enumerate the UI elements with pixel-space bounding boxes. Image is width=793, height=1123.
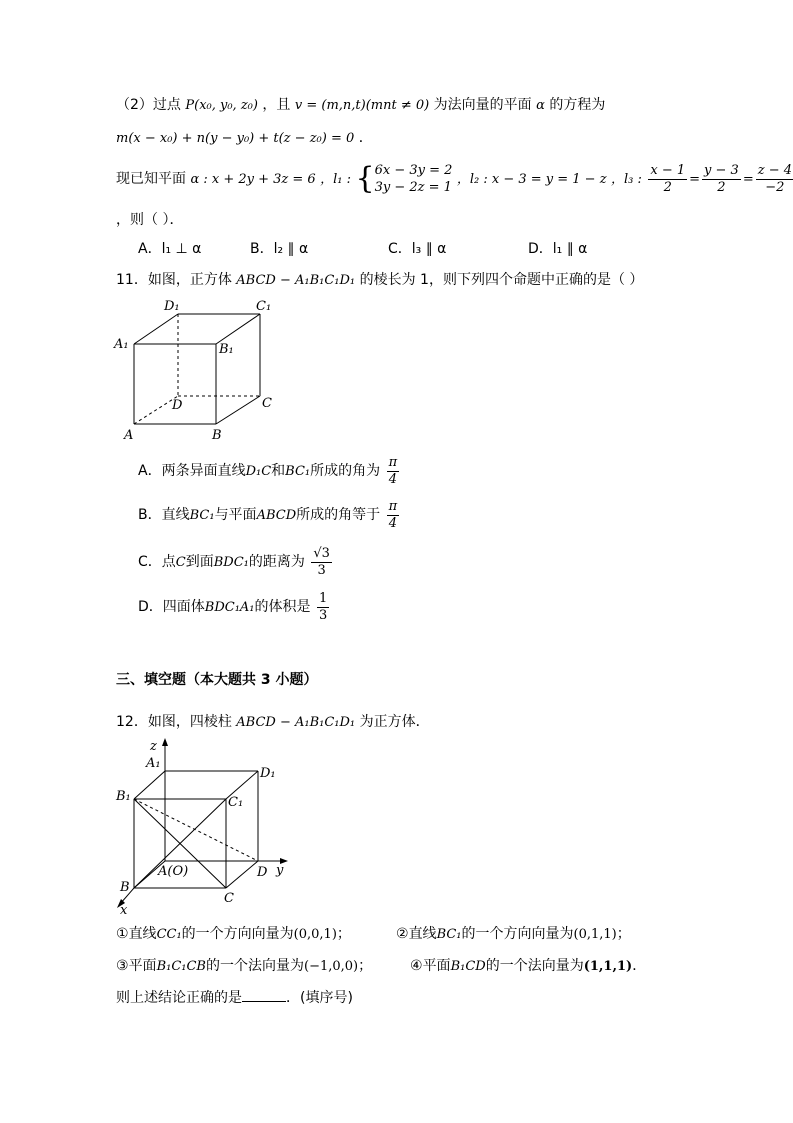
q10-given: 现已知平面 — [116, 171, 186, 187]
q11-a-pre: A．两条异面直线 — [138, 463, 246, 479]
q10-ask: ，则（ ）． — [116, 212, 184, 228]
s4-plane: B₁CD — [450, 959, 486, 974]
q11-b-num: π — [388, 498, 398, 514]
q12-stem — [116, 712, 430, 733]
axis-label-y: y — [276, 863, 284, 878]
s2-end: ； — [616, 926, 631, 942]
mark-1: ① — [116, 926, 129, 942]
q10-option-b[interactable]: B．l₂ ∥ α — [250, 241, 309, 257]
s1-pre: 直线 — [128, 926, 157, 942]
l1-eq1: 6x − 3y = 2 — [374, 163, 453, 178]
l1-label: ，l₁ : — [320, 172, 352, 187]
s4-pre: 平面 — [422, 958, 451, 974]
q12-conclusion — [116, 987, 353, 1008]
q11-c-pre: C．点 — [138, 554, 176, 570]
answer-blank[interactable] — [242, 987, 286, 1002]
q12-statement-4 — [410, 956, 646, 977]
q11-c-num: √3 — [313, 545, 330, 561]
s1-end: ； — [336, 926, 351, 942]
q10-cond-post: 为法向量的平面 — [433, 97, 532, 113]
q10-period: ． — [358, 130, 373, 146]
q11-cube-name: ABCD − A₁B₁C₁D₁ — [236, 273, 356, 288]
l3-label: ，l₃ : — [611, 172, 642, 187]
axis-label-x: x — [120, 903, 128, 916]
mark-4: ④ — [410, 958, 423, 974]
plane-equation: m(x − x₀) + n(y − y₀) + t(z − z₀) = 0 — [116, 131, 355, 146]
q11-stem-pre: 11．如图，正方体 — [116, 272, 232, 288]
s3-plane: B₁C₁CB — [156, 959, 206, 974]
l2-eq: ，l₂ : x − 3 = y = 1 − z — [456, 172, 607, 187]
q11-a-mid: 和 — [271, 463, 286, 479]
q11-c-plane: BDC₁ — [213, 555, 249, 570]
q12-statement-2 — [396, 924, 631, 945]
q10-cond-pre: ，且 — [262, 97, 291, 113]
label-c: C — [224, 891, 234, 906]
l3-frac1 — [648, 163, 687, 196]
label-d: D — [257, 865, 268, 880]
s2-vector: (0,1,1) — [573, 927, 617, 942]
q11-c-mid: 到面 — [185, 554, 214, 570]
s1-line: CC₁ — [156, 927, 182, 942]
l1-eq2: 3y − 2z = 1 — [374, 180, 452, 195]
label-b1: B₁ — [116, 789, 131, 804]
q11-b-line: BC₁ — [189, 508, 215, 523]
q10-eq-label: 的方程为 — [549, 97, 606, 113]
label-a: A — [124, 428, 134, 443]
s1-post: 的一个方向向量为 — [181, 926, 294, 942]
q10-option-d[interactable]: D．l₁ ∥ α — [528, 241, 588, 257]
s3-post: 的一个法向量为 — [206, 958, 304, 974]
q12-stem-pre: 12．如图，四棱柱 — [116, 714, 232, 730]
q11-option-d[interactable] — [138, 590, 331, 625]
label-d1: D₁ — [260, 766, 276, 781]
l3-f1-den: 2 — [663, 179, 672, 195]
section-3-title: 三、填空题（本大题共 3 小题） — [116, 672, 318, 688]
q11-d-den: 3 — [318, 607, 328, 623]
q11-option-c[interactable] — [138, 545, 334, 580]
conclusion-post: ．(填序号) — [286, 990, 353, 1006]
label-d1: D₁ — [164, 299, 180, 314]
q11-a-frac — [387, 455, 400, 488]
q11-d-pre: D．四面体 — [138, 599, 205, 615]
q10-part2-line3: 现已知平面 α : x + 2y + 3z = 6 ，l₁ : { 6x − 3y = 2 3y − 2z = 1 ，l₂ : x − 3 = y = 1 − z ，l₃ : $\frac{x - 1}{2}$ = $\frac{y - 3}{2}$ = $\frac{z - 4}{-2}$ — [116, 161, 792, 196]
label-c: C — [262, 396, 272, 411]
q12-prism-name: ABCD − A₁B₁C₁D₁ — [236, 715, 356, 730]
q11-option-a[interactable] — [138, 454, 401, 489]
s2-post: 的一个方向向量为 — [461, 926, 574, 942]
q11-c-point: C — [175, 555, 186, 570]
l3-f3-den: −2 — [765, 179, 785, 195]
q11-c-frac — [311, 546, 332, 579]
s3-vector: (−1,0,0) — [304, 959, 359, 974]
conclusion-pre: 则上述结论正确的是 — [116, 990, 242, 1006]
plane-alpha-eq: α : x + 2y + 3z = 6 — [190, 172, 316, 187]
label-b1: B₁ — [219, 342, 234, 357]
s3-end: ； — [358, 958, 373, 974]
q11-a-post: 所成的角为 — [310, 463, 381, 479]
q11-option-b[interactable] — [138, 498, 401, 533]
q11-d-post: 的体积是 — [254, 599, 311, 615]
label-c1: C₁ — [256, 299, 272, 314]
l3-f3-num: z − 4 — [757, 162, 792, 178]
q11-a-den: 4 — [388, 471, 397, 487]
q11-stem — [116, 270, 643, 291]
q11-stem-post: 的棱长为 1，则下列四个命题中正确的是（ ） — [359, 272, 644, 288]
q12-statement-3 — [116, 956, 372, 977]
l1-system — [375, 162, 453, 196]
l3-frac2 — [702, 163, 741, 196]
q11-d-frac — [317, 591, 329, 624]
l3-f2-den: 2 — [717, 179, 726, 195]
point-p: P(x₀, y₀, z₀) — [185, 98, 258, 113]
q11-b-post: 所成的角等于 — [296, 507, 381, 523]
q11-a-line1: D₁C — [245, 464, 272, 479]
q10-part2-line1 — [116, 95, 605, 116]
s4-end: ． — [632, 958, 647, 974]
q11-d-tetra: BDC₁A₁ — [204, 600, 255, 615]
label-c1: C₁ — [228, 795, 244, 810]
q11-b-den: 4 — [388, 515, 397, 531]
s3-pre: 平面 — [128, 958, 157, 974]
q12-statement-1 — [116, 924, 351, 945]
normal-vector: v = (m,n,t)(mnt ≠ 0) — [294, 98, 430, 113]
q10-option-a[interactable]: A．l₁ ⊥ α — [138, 241, 202, 257]
label-d: D — [172, 398, 183, 413]
s4-vector: (1,1,1) — [583, 959, 633, 974]
q10-option-c[interactable]: C．l₃ ∥ α — [388, 241, 447, 257]
q11-d-num: 1 — [318, 590, 328, 606]
q10-intro: （2）过点 — [116, 97, 181, 113]
l3-f2-num: y − 3 — [704, 162, 739, 178]
label-a-origin: A(O) — [158, 864, 189, 879]
q11-b-mid: 与平面 — [214, 507, 257, 523]
label-a1: A₁ — [114, 337, 129, 352]
cube-figure — [110, 294, 290, 444]
axis-label-z: z — [150, 739, 157, 754]
q11-b-plane: ABCD — [256, 508, 297, 523]
q10-part2-line2 — [116, 128, 373, 149]
q11-b-pre: B．直线 — [138, 507, 190, 523]
label-b: B — [212, 428, 222, 443]
s2-pre: 直线 — [408, 926, 437, 942]
coord-cube-figure — [112, 736, 302, 916]
s2-line: BC₁ — [436, 927, 462, 942]
alpha-symbol: α — [536, 98, 545, 113]
label-a1: A₁ — [146, 756, 161, 771]
l1-brace: { — [355, 161, 375, 196]
q12-stem-post: 为正方体． — [359, 714, 430, 730]
q11-b-frac — [387, 499, 400, 532]
l3-frac3 — [756, 163, 793, 196]
q11-a-line2: BC₁ — [285, 464, 311, 479]
q11-c-den: 3 — [317, 562, 326, 578]
q11-a-num: π — [388, 454, 398, 470]
l3-f1-num: x − 1 — [650, 162, 686, 178]
mark-2: ② — [396, 926, 409, 942]
q11-c-post: 的距离为 — [248, 554, 305, 570]
mark-3: ③ — [116, 958, 129, 974]
label-b: B — [120, 880, 130, 895]
s4-post: 的一个法向量为 — [485, 958, 584, 974]
s1-vector: (0,0,1) — [293, 927, 337, 942]
